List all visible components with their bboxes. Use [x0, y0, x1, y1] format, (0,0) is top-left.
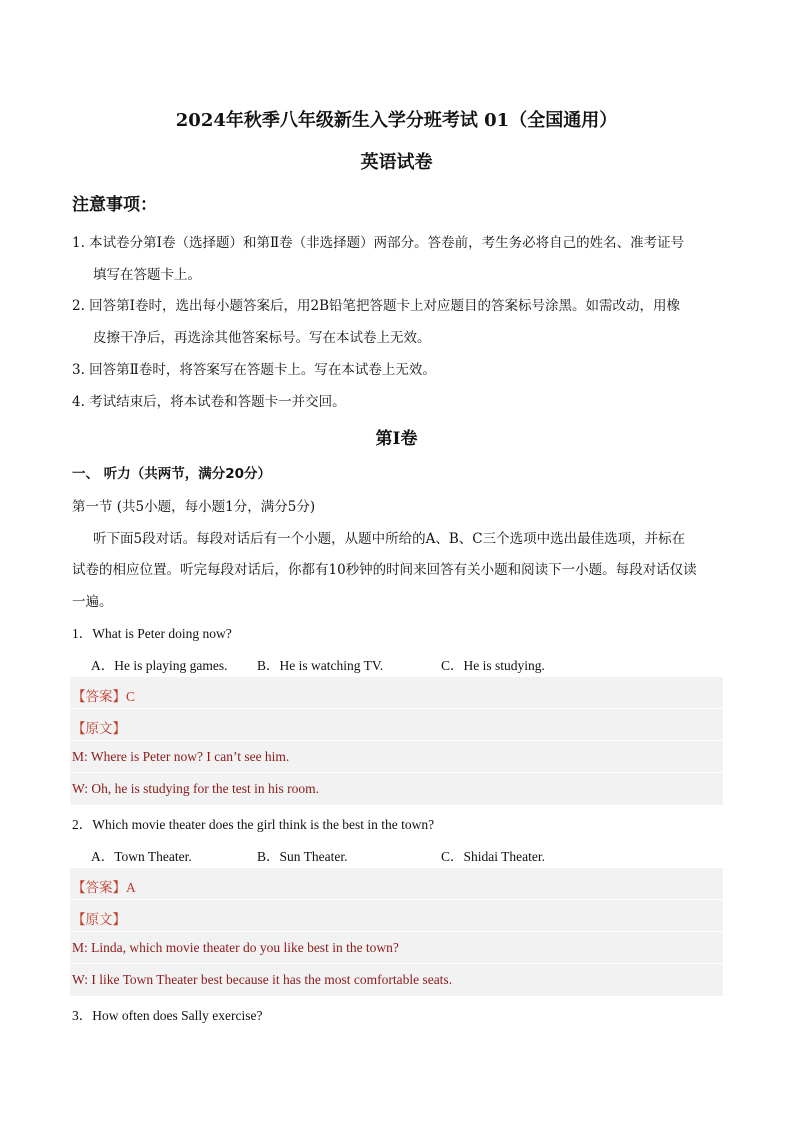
option-b: B．Sun Theater. — [257, 849, 348, 864]
question-stem: 2．Which movie theater does the girl think is the best in the town? — [72, 817, 435, 832]
option-b: B．He is watching TV. — [257, 658, 384, 673]
notice-heading: 注意事项： — [72, 195, 157, 215]
notice-item: 皮擦干净后，再选涂其他答案标号。写在本试卷上无效。 — [93, 330, 431, 346]
subsection-heading: 第一节 (共5小题，每小题1分，满分5分) — [72, 499, 316, 515]
question-stem: 3．How often does Sally exercise? — [72, 1008, 263, 1023]
divider — [70, 740, 723, 741]
dialogue-line: W: I like Town Theater best because it has the most comfortable seats. — [72, 972, 453, 987]
script-line — [72, 908, 126, 928]
notice-item: 2. 回答第Ⅰ卷时，选出每小题答案后，用2B铅笔把答题卡上对应题目的答案标号涂黑。如需改动，用橡 — [72, 298, 681, 314]
section-title: 第Ⅰ卷 — [375, 429, 418, 449]
answer-line — [72, 876, 136, 896]
instructions-line: 试卷的相应位置。听完每段对话后，你都有10秒钟的时间来回答有关小题和阅读下一小题。每段对话仅读 — [72, 562, 697, 578]
script-label: 【原文】 — [72, 721, 126, 737]
divider — [70, 772, 723, 773]
part-heading: 一、 听力（共两节，满分20分） — [72, 466, 271, 482]
divider — [70, 899, 723, 900]
option-a: A．He is playing games. — [91, 658, 228, 673]
divider — [70, 963, 723, 964]
exam-subtitle: 英语试卷 — [360, 152, 433, 173]
script-label: 【原文】 — [72, 912, 126, 928]
notice-item: 3. 回答第Ⅱ卷时，将答案写在答题卡上。写在本试卷上无效。 — [72, 362, 436, 378]
answer-value: A — [126, 880, 136, 895]
divider — [70, 708, 723, 709]
instructions-line: 听下面5段对话。每段对话后有一个小题，从题中所给的A、B、C三个选项中选出最佳选项，并标在 — [93, 531, 686, 547]
notice-item: 1. 本试卷分第Ⅰ卷（选择题）和第Ⅱ卷（非选择题）两部分。答卷前，考生务必将自己的姓名、准考证号 — [72, 235, 685, 251]
script-line — [72, 717, 126, 737]
answer-label: 【答案】 — [72, 880, 126, 896]
option-c: C．Shidai Theater. — [441, 849, 545, 864]
exam-title: 2024年秋季八年级新生入学分班考试 01（全国通用） — [175, 110, 618, 131]
answer-line — [72, 685, 135, 705]
dialogue-line: M: Where is Peter now? I can’t see him. — [72, 749, 290, 764]
option-a: A．Town Theater. — [91, 849, 192, 864]
answer-label: 【答案】 — [72, 689, 126, 705]
dialogue-line: M: Linda, which movie theater do you like best in the town? — [72, 940, 399, 955]
notice-item: 4. 考试结束后，将本试卷和答题卡一并交回。 — [72, 394, 346, 410]
option-c: C．He is studying. — [441, 658, 545, 673]
question-stem: 1．What is Peter doing now? — [72, 626, 232, 641]
notice-item: 填写在答题卡上。 — [93, 267, 201, 283]
divider — [70, 931, 723, 932]
answer-value: C — [126, 689, 136, 704]
instructions-line: 一遍。 — [72, 594, 113, 610]
dialogue-line: W: Oh, he is studying for the test in his room. — [72, 781, 319, 796]
